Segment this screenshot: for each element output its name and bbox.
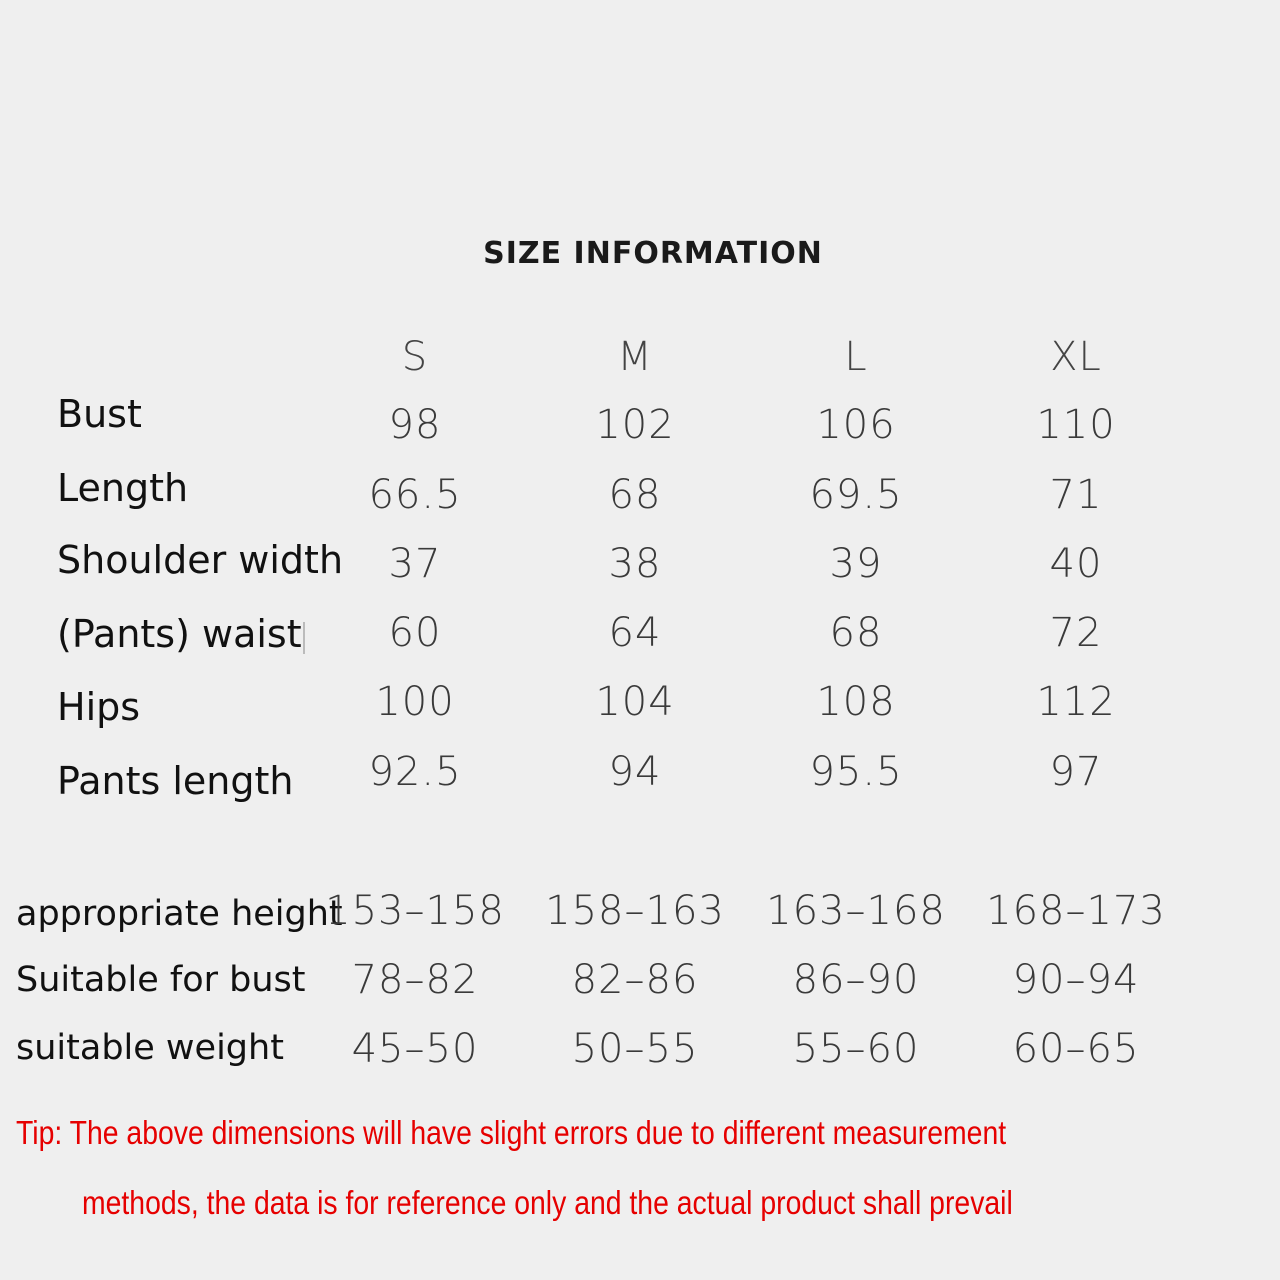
value-cell: 110 <box>1036 402 1116 448</box>
value-cell: 68 <box>608 472 662 518</box>
value-cell: 97 <box>1049 749 1103 795</box>
row-label: Hips <box>57 685 141 729</box>
measurement-values-hips <box>0 679 1280 739</box>
value-cell: 60 <box>388 610 442 656</box>
value-cell: 100 <box>375 679 455 725</box>
fit-values-height <box>0 888 1280 948</box>
value-cell: 163–168 <box>766 888 946 934</box>
value-cell: 40 <box>1049 541 1103 587</box>
value-cell: 98 <box>388 402 442 448</box>
value-cell: 95.5 <box>809 749 903 795</box>
size-header-row <box>0 334 1280 394</box>
tip-line-2: methods, the data is for reference only and the actual product shall prevail <box>82 1184 1013 1221</box>
value-cell: 60–65 <box>1012 1026 1140 1072</box>
value-cell: 39 <box>829 541 883 587</box>
measurement-values-waist <box>0 610 1280 670</box>
value-cell: 94 <box>608 749 662 795</box>
value-cell: 82–86 <box>571 957 699 1003</box>
row-label: Bust <box>57 392 142 436</box>
row-label: Suitable for bust <box>16 960 306 1000</box>
value-cell: 106 <box>816 402 896 448</box>
row-label: Shoulder width <box>57 538 344 582</box>
size-header-xl: XL <box>1050 334 1102 380</box>
size-header-s: S <box>401 334 429 380</box>
value-cell: 38 <box>608 541 662 587</box>
value-cell: 66.5 <box>368 472 462 518</box>
value-cell: 50–55 <box>571 1026 699 1072</box>
row-label: suitable weight <box>16 1028 284 1068</box>
measurement-values-shoulder <box>0 541 1280 601</box>
value-cell: 86–90 <box>792 957 920 1003</box>
value-cell: 108 <box>816 679 896 725</box>
measurement-values-bust <box>0 402 1280 462</box>
size-header-l: L <box>844 334 868 380</box>
row-label: (Pants) waist <box>57 612 302 656</box>
value-cell: 71 <box>1049 472 1103 518</box>
value-cell: 153–158 <box>325 888 505 934</box>
value-cell: 90–94 <box>1012 957 1140 1003</box>
tip-line-1: Tip: The above dimensions will have slight errors due to different measurement <box>16 1114 1007 1151</box>
value-cell: 112 <box>1036 679 1116 725</box>
value-cell: 102 <box>595 402 675 448</box>
fit-values-bust <box>0 957 1280 1017</box>
size-header-m: M <box>617 334 653 380</box>
row-label: Length <box>57 466 189 510</box>
value-cell: 104 <box>595 679 675 725</box>
measurement-values-pants-length <box>0 749 1280 809</box>
value-cell: 45–50 <box>351 1026 479 1072</box>
value-cell: 158–163 <box>545 888 725 934</box>
value-cell: 72 <box>1049 610 1103 656</box>
value-cell: 37 <box>388 541 442 587</box>
value-cell: 69.5 <box>809 472 903 518</box>
value-cell: 55–60 <box>792 1026 920 1072</box>
fit-values-weight <box>0 1026 1280 1086</box>
row-label: appropriate height <box>16 894 343 934</box>
measurement-values-length <box>0 472 1280 532</box>
row-label: Pants length <box>57 759 294 803</box>
value-cell: 92.5 <box>368 749 462 795</box>
size-information-title: SIZE INFORMATION <box>483 236 823 271</box>
value-cell: 78–82 <box>351 957 479 1003</box>
value-cell: 68 <box>829 610 883 656</box>
value-cell: 168–173 <box>986 888 1166 934</box>
value-cell: 64 <box>608 610 662 656</box>
